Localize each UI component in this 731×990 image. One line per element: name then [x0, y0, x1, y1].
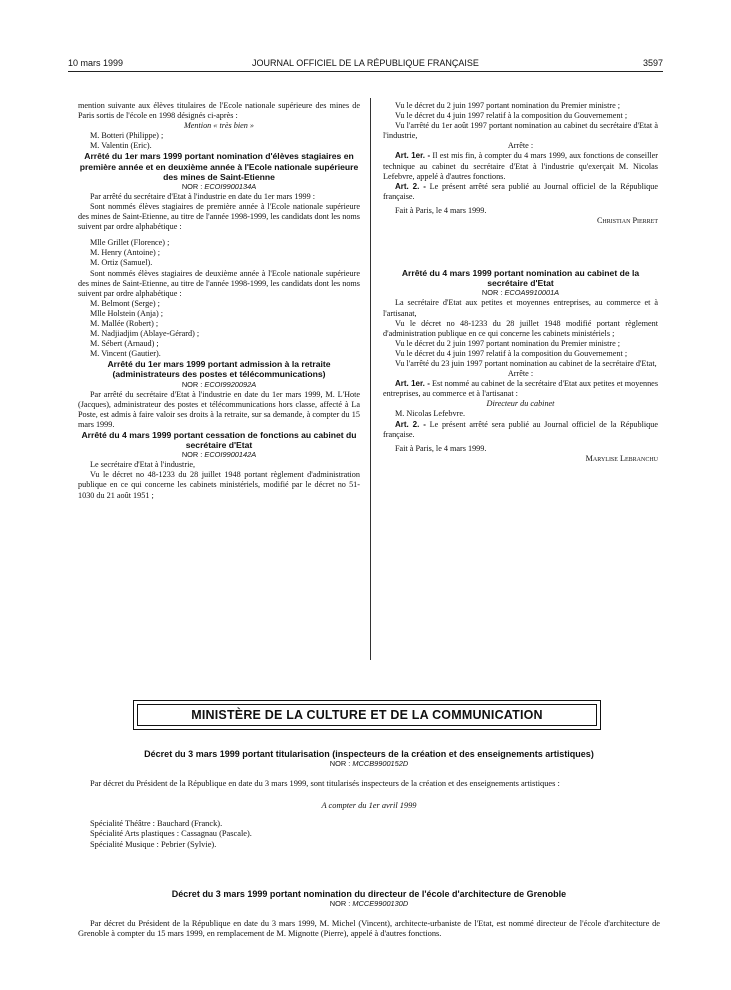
column-rule [370, 98, 371, 660]
nor-reference [78, 182, 360, 192]
decree-title: Décret du 3 mars 1999 portant nomination du directeur de l'école d'architecture de Grenoble [171, 889, 567, 899]
arrete-title: Arrêté du 4 mars 1999 portant nomination au cabinet de la secrétaire d'Etat [401, 268, 640, 289]
visa: Vu le décret du 2 juin 1997 portant nomination du Premier ministre ; [395, 101, 621, 110]
ministry-banner [133, 700, 601, 730]
right-column [383, 101, 658, 464]
list-item: M. Sébert (Arnaud) ; [90, 339, 159, 349]
ministry-title: MINISTÈRE DE LA CULTURE ET DE LA COMMUNICATION [137, 704, 597, 726]
nor-code: ECOI9900134A [204, 181, 257, 191]
list-item: M. Nadjiadjim (Ablaye-Gérard) ; [90, 329, 200, 339]
paragraph: Sont nommés élèves stagiaires de première année à l'Ecole nationale supérieure des mines de Saint-Etienne, au titre de l'année 1998-1999, les candidats dont les noms suivent par ordre alphabétique : [78, 201, 360, 232]
nor-label: NOR : [481, 288, 503, 298]
list-item: M. Vincent (Gautier). [90, 349, 161, 359]
decree-block [78, 749, 660, 850]
nor-reference [383, 288, 658, 298]
list-item: M. Henry (Antoine) ; [90, 248, 161, 258]
arrete-title: Arrêté du 4 mars 1999 portant cessation de fonctions au cabinet du secrétaire d'Etat [81, 430, 357, 451]
nor-label: NOR : [181, 379, 203, 389]
role-heading: Directeur du cabinet [486, 399, 555, 409]
mention-heading: Mention « très bien » [183, 121, 255, 131]
nor-code: ECOI9900142A [204, 450, 257, 460]
article-label: Art. 1er. - [395, 379, 430, 389]
nor-label: NOR : [329, 759, 351, 769]
paragraph: Le secrétaire d'Etat à l'industrie, [90, 460, 196, 470]
article-text: Est nommé au cabinet de la secrétaire d'Etat aux petites et moyennes entreprises, au commerce et à l'artisanat : [383, 379, 658, 399]
article-text: Le présent arrêté sera publié au Journal officiel de la République française. [383, 419, 658, 439]
nor-code: ECOI9920092A [204, 379, 257, 389]
paragraph: Par arrêté du secrétaire d'Etat à l'industrie en date du 1er mars 1999, M. L'Hote (Jacques), administrateur des postes et télécommunications hors classe, affecté à La Poste, est admis à faire valoir ses droits à la retraite, sur sa demande, à compter du 15 mars 1999. [78, 389, 360, 429]
visa: Vu le décret no 48-1233 du 28 juillet 1948 modifié portant règlement d'administration publique en ce qui concerne les cabinets ministériels ; [383, 318, 658, 338]
list-item: Mlle Holstein (Anja) ; [90, 308, 163, 318]
nor-code: MCCE9900130D [352, 899, 409, 909]
article-label: Art. 2. - [395, 419, 426, 429]
paragraph: La secrétaire d'Etat aux petites et moyennes entreprises, au commerce et à l'artisanat, [383, 298, 658, 318]
visa: Vu l'arrêté du 23 juin 1997 portant nomination au cabinet de la secrétaire d'Etat, [395, 358, 657, 368]
nor-reference [78, 450, 360, 460]
header-rule [68, 71, 663, 72]
nor-reference [78, 759, 660, 769]
article-label: Art. 2. - [395, 181, 426, 191]
list-item: M. Botteri (Philippe) ; [90, 131, 164, 141]
place-date: Fait à Paris, le 4 mars 1999. [395, 205, 487, 215]
nor-code: ECOA9910001A [504, 288, 560, 298]
article-label: Art. 1er. - [395, 151, 431, 161]
arrete-title: Arrêté du 1er mars 1999 portant nomination d'élèves stagiaires en première année et en deuxième année à l'Ecole nationale supérieure des mines de Saint-Etienne [79, 151, 359, 182]
page-number: 3597 [642, 58, 663, 68]
arrete-word: Arrête : [507, 369, 534, 379]
list-item: Spécialité Théâtre : Bauchard (Franck). [90, 819, 223, 829]
article-text: Il est mis fin, à compter du 4 mars 1999, aux fonctions de conseiller technique au cabinet du secrétaire d'Etat à l'industrie qu'exerçait M. Nicolas Lefebvre, appelé à d'autres fonctions. [383, 151, 658, 181]
list-item: Spécialité Musique : Pebrier (Sylvie). [90, 839, 217, 849]
article-text: Le présent arrêté sera publié au Journal officiel de la République française. [383, 181, 658, 201]
article [383, 151, 658, 181]
list-item: Spécialité Arts plastiques : Cassagnau (Pascale). [90, 829, 252, 839]
list-item: Mlle Grillet (Florence) ; [90, 238, 170, 248]
nor-reference [78, 899, 660, 909]
nor-code: MCCB9900152D [352, 759, 409, 769]
arrete-title: Arrêté du 1er mars 1999 portant admission à la retraite (administrateurs des postes et télécommunications) [107, 359, 331, 380]
list-item: M. Valentin (Eric). [90, 141, 152, 151]
arrete-word: Arrête : [507, 141, 534, 151]
intro-paragraph: mention suivante aux élèves titulaires de l'Ecole nationale supérieure des mines de Paris sortis de l'école en 1998 désignés ci-après : [78, 101, 360, 121]
place-date: Fait à Paris, le 4 mars 1999. [395, 443, 487, 453]
paragraph: Vu le décret no 48-1233 du 28 juillet 1948 portant règlement d'administration publique en ce qui concerne les cabinets ministériels, modifié par le décret no 51-1030 du 21 août 1951 ; [78, 470, 360, 500]
nominee: M. Nicolas Lefebvre. [395, 409, 466, 419]
article [383, 379, 658, 399]
list-item: M. Ortiz (Samuel). [90, 258, 153, 268]
nor-reference [78, 380, 360, 390]
journal-title: JOURNAL OFFICIEL DE LA RÉPUBLIQUE FRANÇAISE [252, 58, 479, 68]
effective-date: A compter du 1er avril 1999 [321, 800, 417, 810]
issue-date: 10 mars 1999 [68, 58, 124, 68]
decree-block [78, 889, 660, 939]
nor-label: NOR : [181, 450, 203, 460]
left-column [78, 101, 360, 501]
article [383, 182, 658, 202]
article [383, 420, 658, 440]
decree-title: Décret du 3 mars 1999 portant titularisation (inspecteurs de la création et des enseignements artistiques) [144, 749, 594, 759]
list-item: M. Mallée (Robert) ; [90, 318, 159, 328]
visa: Vu l'arrêté du 1er août 1997 portant nomination au cabinet du secrétaire d'Etat à l'industrie, [383, 121, 658, 141]
signature: Christian Pierret [596, 216, 658, 226]
nor-label: NOR : [329, 899, 351, 909]
page-header [68, 58, 663, 72]
list-item: M. Belmont (Serge) ; [90, 298, 160, 308]
paragraph: Par décret du Président de la République en date du 3 mars 1999, sont titularisés inspecteurs de la création et des enseignements artistiques : [90, 778, 560, 788]
visa: Vu le décret du 2 juin 1997 portant nomination du Premier ministre ; [395, 338, 621, 348]
paragraph: Par arrêté du secrétaire d'Etat à l'industrie en date du 1er mars 1999 : [90, 191, 316, 201]
nor-label: NOR : [181, 181, 203, 191]
paragraph: Par décret du Président de la République en date du 3 mars 1999, M. Michel (Vincent), architecte-urbaniste de l'Etat, est nommé directeur de l'école d'architecture de Grenoble à compter du 15 mars 1999, en remplacement de M. Mignotte (Pierre), appelé à d'autres fonctions. [78, 918, 660, 938]
paragraph: Sont nommés élèves stagiaires de deuxième année à l'Ecole nationale supérieure des mines de Saint-Etienne, au titre de l'année 1998-1999, les candidats dont les noms suivent par ordre alphabétique : [78, 268, 360, 298]
visa: Vu le décret du 4 juin 1997 relatif à la composition du Gouvernement ; [395, 348, 628, 358]
signature: Marylise Lebranchu [585, 453, 658, 463]
visa: Vu le décret du 4 juin 1997 relatif à la composition du Gouvernement ; [395, 111, 628, 121]
